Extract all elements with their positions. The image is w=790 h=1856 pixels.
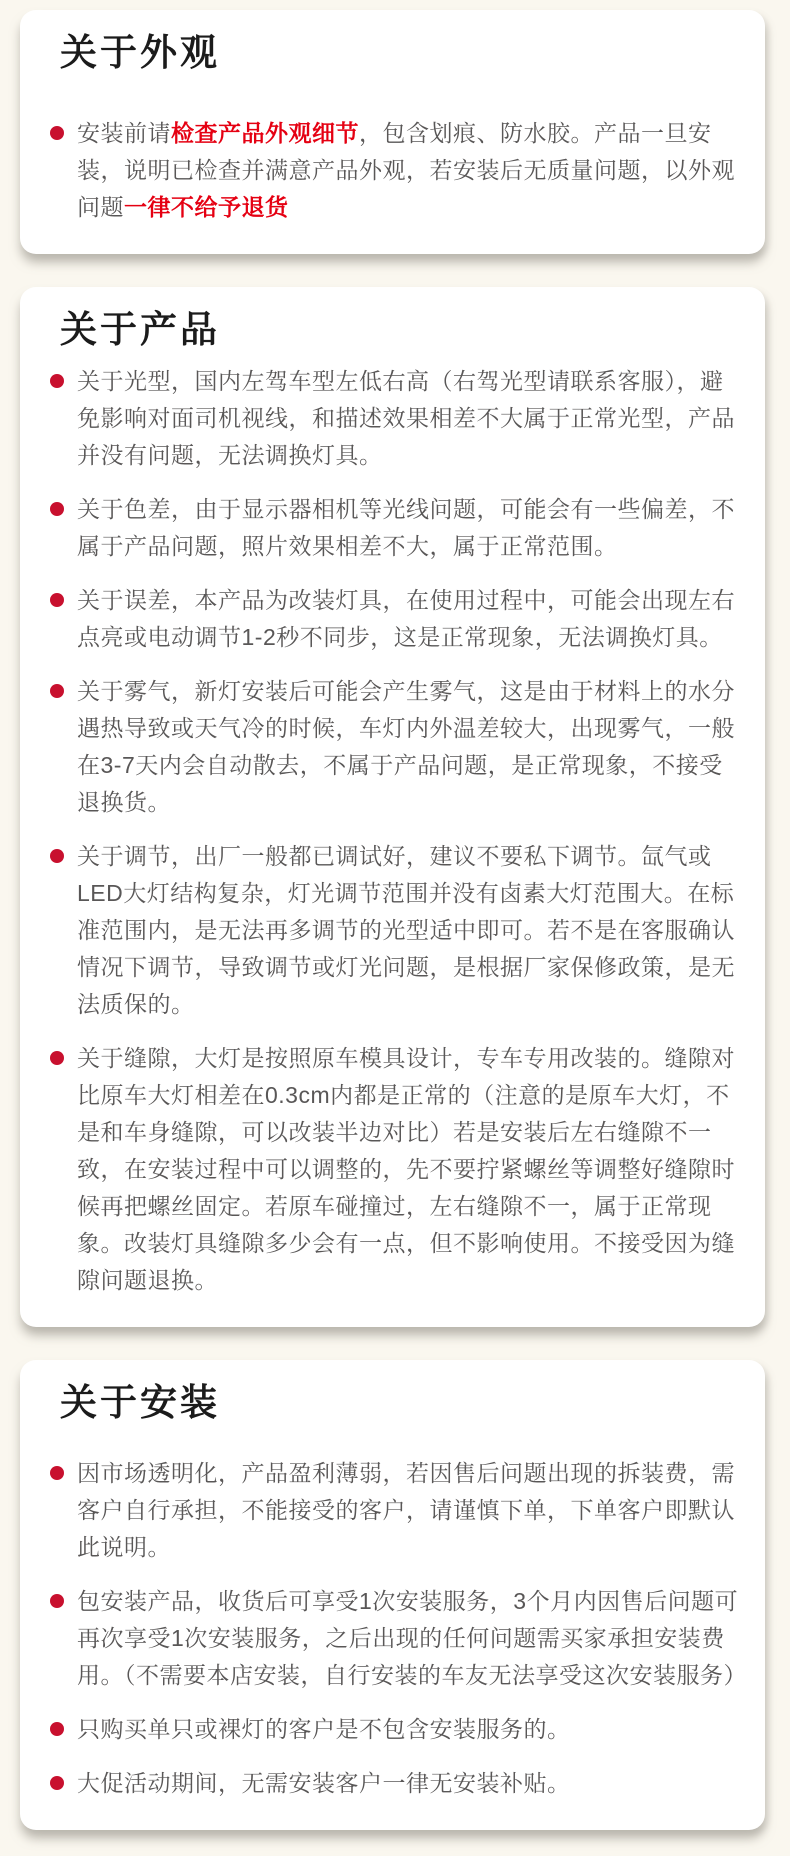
bullet-item	[50, 1040, 745, 1299]
section-title: 关于安装	[60, 1382, 220, 1424]
text-segment: 因市场透明化，产品盈利薄弱，若因售后问题出现的拆装费，需客户自行承担，不能接受的客户，请谨慎下单，下单客户即默认此说明。	[77, 1459, 735, 1560]
bullet-text	[77, 1711, 745, 1748]
bullet-text	[77, 1583, 745, 1694]
bullet-text	[77, 838, 745, 1023]
text-segment: 安装前请	[77, 119, 171, 146]
bullet-item	[50, 1765, 745, 1802]
bullet-list	[50, 363, 745, 1299]
bullet-item	[50, 115, 745, 226]
bullet-item	[50, 838, 745, 1023]
bullet-dot-icon	[50, 1722, 64, 1736]
text-segment: 关于雾气，新灯安装后可能会产生雾气，这是由于材料上的水分遇热导致或天气冷的时候，车灯内外温差较大，出现雾气，一般在3-7天内会自动散去，不属于产品问题，是正常现象，不接受退换货。	[77, 678, 735, 816]
bullet-item	[50, 1583, 745, 1694]
bullet-text	[77, 1455, 745, 1566]
text-segment: 关于色差，由于显示器相机等光线问题，可能会有一些偏差，不属于产品问题，照片效果相差不大，属于正常范围。	[77, 496, 735, 560]
bullet-item	[50, 1711, 745, 1748]
info-card-1	[20, 10, 765, 254]
bullet-dot-icon	[50, 684, 64, 698]
bullet-dot-icon	[50, 126, 64, 140]
section-title: 关于产品	[60, 308, 220, 350]
bullet-text	[77, 491, 745, 565]
bullet-dot-icon	[50, 849, 64, 863]
bullet-item	[50, 363, 745, 474]
bullet-text	[77, 582, 745, 656]
info-card-3	[20, 1360, 765, 1830]
bullet-dot-icon	[50, 1051, 64, 1065]
text-segment: 关于缝隙，大灯是按照原车模具设计，专车专用改装的。缝隙对比原车大灯相差在0.3cm内都是正常的（注意的是原车大灯，不是和车身缝隙，可以改装半边对比）若是安装后左右缝隙不一致，在安装过程中可以调整的，先不要拧紧螺丝等调整好缝隙时候再把螺丝固定。若原车碰撞过，左右缝隙不一，属于正常现象。改装灯具缝隙多少会有一点，但不影响使用。不接受因为缝隙问题退换。	[77, 1045, 735, 1294]
bullet-dot-icon	[50, 1776, 64, 1790]
bullet-text	[77, 1040, 745, 1299]
bullet-dot-icon	[50, 374, 64, 388]
text-segment: 关于光型，国内左驾车型左低右高（右驾光型请联系客服），避免影响对面司机视线，和描述效果相差不大属于正常光型，产品并没有问题，无法调换灯具。	[77, 368, 735, 469]
bullet-item	[50, 673, 745, 821]
bullet-item	[50, 582, 745, 656]
bullet-item	[50, 1455, 745, 1566]
highlighted-text-segment: 检查产品外观细节	[171, 119, 359, 146]
text-segment: 包安装产品，收货后可享受1次安装服务，3个月内因售后问题可再次享受1次安装服务，之后出现的任何问题需买家承担安装费用。（不需要本店安装，自行安装的车友无法享受这次安装服务）	[77, 1587, 747, 1688]
section-title: 关于外观	[60, 32, 220, 73]
bullet-list	[50, 1455, 745, 1802]
text-segment: ，包含划痕、防水胶。产品一旦安装，说明已检查并满意产品外观，若安装后无质量问题，以外观问题	[77, 119, 735, 220]
bullet-text	[77, 363, 745, 474]
bullet-text	[77, 1765, 745, 1802]
notice-sections	[20, 10, 765, 1830]
bullet-dot-icon	[50, 1466, 64, 1480]
bullet-item	[50, 491, 745, 565]
bullet-dot-icon	[50, 502, 64, 516]
text-segment: 大促活动期间，无需安装客户一律无安装补贴。	[77, 1769, 571, 1796]
bullet-dot-icon	[50, 593, 64, 607]
info-card-2	[20, 287, 765, 1328]
text-segment: 关于误差，本产品为改装灯具，在使用过程中，可能会出现左右点亮或电动调节1-2秒不同步，这是正常现象，无法调换灯具。	[77, 587, 735, 651]
bullet-text	[77, 673, 745, 821]
text-segment: 关于调节，出厂一般都已调试好，建议不要私下调节。氙气或LED大灯结构复杂，灯光调节范围并没有卤素大灯范围大。在标准范围内，是无法再多调节的光型适中即可。若不是在客服确认情况下调节，导致调节或灯光问题，是根据厂家保修政策，是无法质保的。	[77, 843, 735, 1018]
bullet-dot-icon	[50, 1594, 64, 1608]
bullet-list	[50, 115, 745, 226]
text-segment: 只购买单只或裸灯的客户是不包含安装服务的。	[77, 1715, 571, 1742]
highlighted-text-segment: 一律不给予退货	[124, 193, 289, 220]
bullet-text	[77, 115, 745, 226]
